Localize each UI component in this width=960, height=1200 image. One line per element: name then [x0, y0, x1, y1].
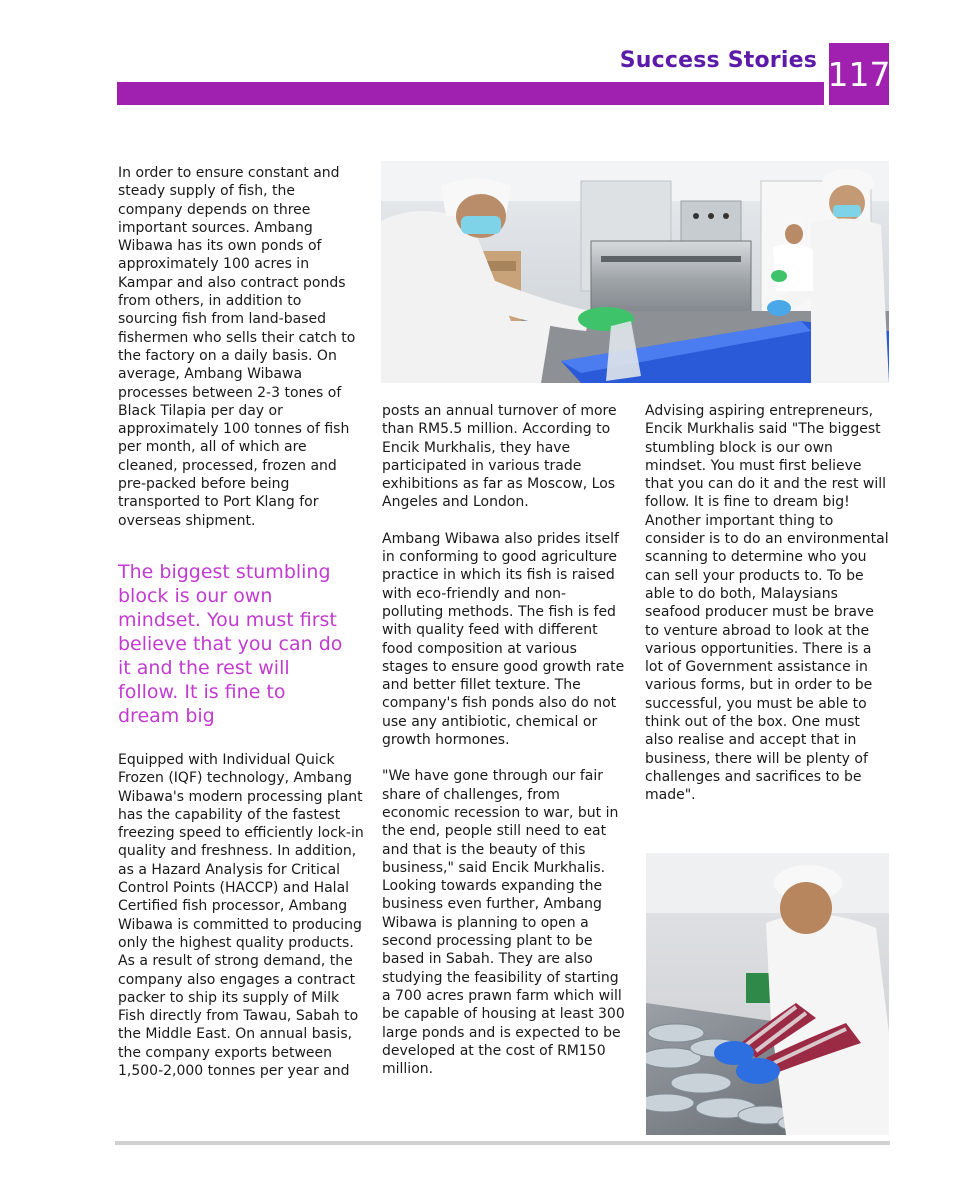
column-1-text-bottom — [118, 751, 368, 1080]
column-1-text-top — [118, 164, 363, 530]
column-2-text — [382, 402, 627, 1078]
paragraph: Ambang Wibawa also prides itself in conforming to good agriculture practice in which its fish is raised with eco-friendly and non-polluting methods. The fish is fed with quality feed with different food composition at various stages to ensure good growth rate and better fillet texture. The company's fish ponds also do not use any antibiotic, chemical or growth hormones. — [382, 530, 625, 749]
section-title: Success Stories — [619, 48, 817, 73]
fish-processing-worker-photo — [646, 853, 889, 1135]
footer-rule — [115, 1141, 890, 1145]
column-3-text — [645, 402, 890, 805]
page-number: 117 — [829, 43, 889, 105]
header-bar — [117, 82, 824, 105]
pull-quote: The biggest stumbling block is our own mindset. You must first believe that you can do it and the rest will follow. It is fine to dream big — [118, 561, 343, 727]
paragraph: In order to ensure constant and steady supply of fish, the company depends on three important sources. Ambang Wibawa has its own ponds of approximately 100 acres in Kampar and also contract ponds from others, in addition to sourcing fish from land-based fishermen who sells their catch to the factory on a daily basis. On average, Ambang Wibawa processes between 2-3 tones of Black Tilapia per day or approximately 100 tonnes of fish per month, all of which are cleaned, processed, frozen and pre-packed before being transported to Port Klang for overseas shipment. — [118, 165, 356, 529]
paragraph: Advising aspiring entrepreneurs, Encik Murkhalis said "The biggest stumbling block is our own mindset. You must first believe that you can do it and the rest will follow. It is fine to dream big! Another important thing to consider is to do an environmental scanning to determine who you can sell your products to. To be able to do both, Malaysians seafood producer must be brave to venture abroad to look at the various opportunities. There is a lot of Government assistance in various forms, but in order to be successful, you must be able to think out of the box. One must also realise and accept that in business, there will be plenty of challenges and sacrifices to be made". — [645, 403, 889, 804]
paragraph: posts an annual turnover of more than RM5.5 million. According to Encik Murkhalis, they have participated in various trade exhibitions as far as Moscow, Los Angeles and London. — [382, 403, 617, 511]
paragraph: "We have gone through our fair share of challenges, from economic recession to war, but in the end, people still need to eat and that is the beauty of this business," said Encik Murkhalis. Looking towards expanding the business even further, Ambang Wibawa is planning to open a second processing plant to be based in Sabah. They are also studying the feasibility of starting a 700 acres prawn farm which will be capable of housing at least 300 large ponds and is expected to be developed at the cost of RM150 million. — [382, 768, 625, 1078]
factory-workers-photo — [381, 161, 889, 383]
paragraph: Equipped with Individual Quick Frozen (IQF) technology, Ambang Wibawa's modern processing plant has the capability of the fastest freezing speed to efficiently lock-in quality and freshness. In addition, as a Hazard Analysis for Critical Control Points (HACCP) and Halal Certified fish processor, Ambang Wibawa is committed to producing only the highest quality products. As a result of strong demand, the company also engages a contract packer to ship its supply of Milk Fish directly from Tawau, Sabah to the Middle East. On annual basis, the company exports between 1,500-2,000 tonnes per year and — [118, 752, 364, 1080]
